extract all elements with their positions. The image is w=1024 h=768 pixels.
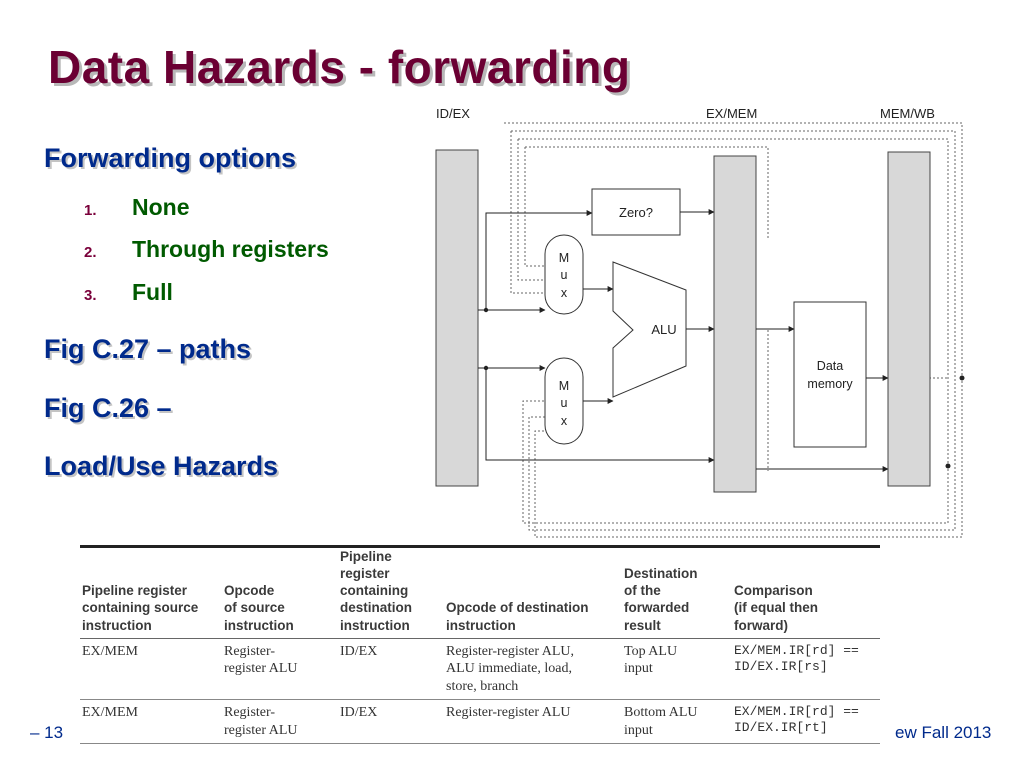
heading-forwarding-options: Forwarding options bbox=[44, 143, 296, 173]
table-row bbox=[80, 638, 880, 700]
option-label: Full bbox=[132, 279, 173, 305]
cell-destination-opcode: Register-register ALU bbox=[446, 705, 571, 721]
option-number: 2. bbox=[84, 244, 97, 261]
ex-mem-register bbox=[714, 156, 756, 492]
cell-source-register: EX/MEM bbox=[82, 705, 138, 721]
heading-fig-c26: Fig C.26 – bbox=[44, 393, 172, 423]
option-item-2 bbox=[84, 236, 329, 263]
slide-number: – 13 bbox=[30, 723, 64, 742]
option-label: Through registers bbox=[132, 236, 329, 262]
header-destination-register: Pipeline register containing destination instruction bbox=[340, 549, 413, 633]
data-memory-label-line1: Data bbox=[816, 359, 844, 373]
alu-label: ALU bbox=[651, 322, 677, 337]
heading-load-use: Load/Use Hazards bbox=[44, 451, 279, 481]
table-row bbox=[80, 700, 880, 744]
cell-source-opcode: Register- register ALU bbox=[224, 643, 298, 677]
cell-destination-opcode: Register-register ALU, ALU immediate, load, store, branch bbox=[446, 643, 575, 694]
cell-source-opcode: Register- register ALU bbox=[224, 705, 298, 738]
heading-fig-c27: Fig C.27 – paths bbox=[44, 334, 252, 364]
header-destination-opcode: Opcode of destination instruction bbox=[446, 600, 589, 633]
bottom-mux-label-m: M bbox=[558, 379, 570, 393]
top-mux-label-u: u bbox=[560, 268, 568, 282]
cell-comparison: EX/MEM.IR[rd] == ID/EX.IR[rt] bbox=[734, 704, 859, 736]
label-ex-mem: EX/MEM bbox=[706, 106, 758, 121]
option-label: None bbox=[132, 194, 190, 220]
cell-comparison: EX/MEM.IR[rd] == ID/EX.IR[rs] bbox=[734, 642, 859, 674]
forwarding-datapath-diagram bbox=[428, 100, 968, 540]
top-mux-label-x: x bbox=[560, 286, 568, 300]
cell-source-register: EX/MEM bbox=[82, 643, 138, 659]
table-header-row bbox=[80, 547, 880, 639]
cell-forward-destination: Bottom ALU input bbox=[624, 705, 698, 738]
zero-check-label: Zero? bbox=[619, 205, 653, 220]
bottom-mux-label-u: u bbox=[560, 396, 568, 410]
option-item-1 bbox=[84, 194, 190, 221]
cell-forward-destination: Top ALU input bbox=[624, 643, 678, 677]
cell-destination-register: ID/EX bbox=[340, 643, 378, 659]
top-mux-label-m: M bbox=[558, 251, 570, 265]
option-item-3 bbox=[84, 279, 173, 306]
label-id-ex: ID/EX bbox=[436, 106, 470, 121]
bottom-mux-label-x: x bbox=[560, 414, 568, 428]
header-source-register: Pipeline register containing source instruction bbox=[82, 583, 199, 633]
id-ex-register bbox=[436, 150, 478, 486]
data-memory-label-line2: memory bbox=[807, 377, 853, 391]
mem-wb-register bbox=[888, 152, 930, 486]
slide-title: Data Hazards - forwarding bbox=[48, 41, 631, 93]
data-memory-box bbox=[794, 302, 866, 447]
header-source-opcode: Opcode of source instruction bbox=[224, 583, 294, 633]
option-number: 1. bbox=[84, 202, 97, 219]
option-number: 3. bbox=[84, 287, 97, 304]
header-forward-destination: Destination of the forwarded result bbox=[624, 566, 698, 633]
footer-course-label: ew Fall 2013 bbox=[895, 723, 992, 742]
cell-destination-register: ID/EX bbox=[340, 705, 378, 721]
header-comparison: Comparison (if equal then forward) bbox=[734, 583, 818, 633]
label-mem-wb: MEM/WB bbox=[880, 106, 935, 121]
forwarding-table bbox=[80, 545, 880, 744]
